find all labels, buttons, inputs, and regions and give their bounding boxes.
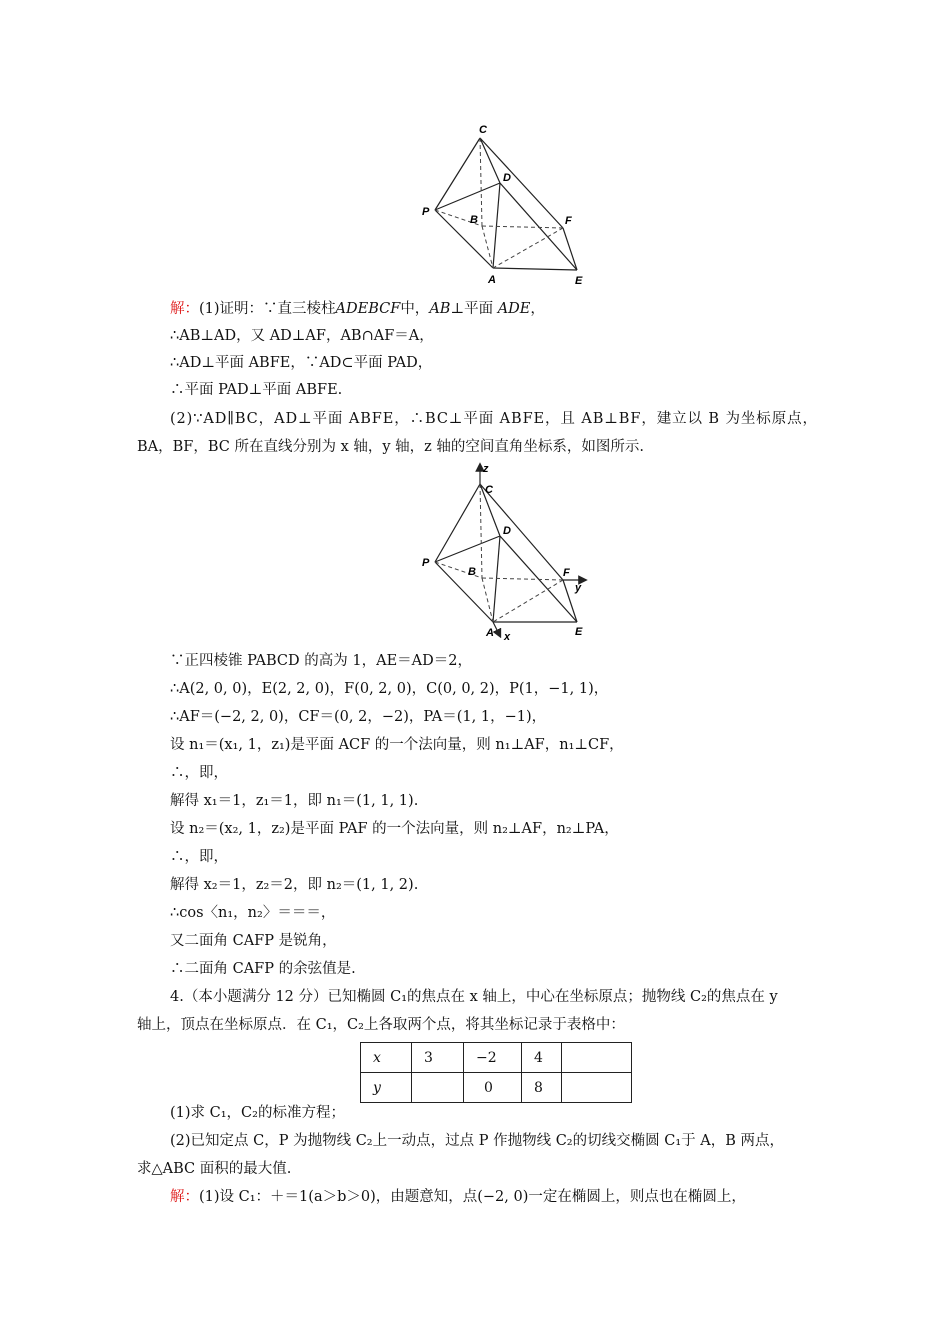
solution-line-11: ∴，即， [170,765,228,781]
label-B: B [468,566,476,578]
solution4-label: 解： [170,1189,199,1205]
solution4-line-1: 解：(1)设 C₁：＋＝1(a＞b＞0)，由题意知，点(−2, 0)一定在椭圆上，则点也在椭圆上， [170,1189,746,1205]
solution-line-8: ∴A(2, 0, 0)，E(2, 2, 0)，F(0, 2, 0)，C(0, 0, 2)，P(1，−1, 1)， [170,681,609,697]
solution-line-5: (2)∵AD∥BC，AD⊥平面 ABFE，∴BC⊥平面 ABFE，且 AB⊥BF，建立以 B 为坐标原点， [170,411,818,427]
label-P: P [422,206,430,218]
figure-prism-1 [415,118,605,293]
solution-line-14: ∴，即， [170,849,228,865]
solution-line-6: BA，BF，BC 所在直线分别为 x 轴，y 轴，z 轴的空间直角坐标系，如图所示. [137,439,645,455]
label-E: E [575,275,583,287]
label-A: A [488,274,496,286]
solution-line-9: ∴AF＝(−2, 2, 0)，CF＝(0, 2，−2)，PA＝(1, 1，−1)， [170,709,547,725]
solution-label: 解： [170,301,199,317]
label-D: D [503,172,511,184]
label-F: F [565,215,572,227]
label-A: A [486,627,494,639]
solution-line-3: ∴AD⊥平面 ABFE，∵AD⊂平面 PAD， [170,355,433,371]
axis-y: y [575,582,582,594]
solution-line-7: ∵正四棱锥 PABCD 的高为 1，AE＝AD＝2， [170,653,472,669]
label-B: B [470,214,478,226]
solution-line-1: 解：(1)证明：∵直三棱柱ADEBCF中，AB⊥平面 ADE， [170,301,545,317]
solution-line-13: 设 n₂＝(x₂, 1，z₂)是平面 PAF 的一个法向量，则 n₂⊥AF，n₂⊥PA， [170,821,619,837]
solution-line-12: 解得 x₁＝1，z₁＝1，即 n₁＝(1, 1, 1). [170,793,419,809]
label-E: E [575,626,583,638]
table-row: x 3 −2 4 [361,1043,632,1073]
label-D: D [503,525,511,537]
label-C: C [479,124,487,136]
solution-line-18: ∴二面角 CAFP 的余弦值是. [170,961,356,977]
solution-line-17: 又二面角 CAFP 是锐角， [170,933,337,949]
problem4-line-2: 轴上，顶点在坐标原点．在 C₁，C₂上各取两个点，将其坐标记录于表格中： [137,1017,625,1033]
solution-line-15: 解得 x₂＝1，z₂＝2，即 n₂＝(1, 1, 2). [170,877,419,893]
problem4-q1: (1)求 C₁，C₂的标准方程； [170,1105,345,1121]
label-P: P [422,557,430,569]
axis-x: x [504,631,511,642]
solution-line-10: 设 n₁＝(x₁, 1，z₁)是平面 ACF 的一个法向量，则 n₁⊥AF，n₁⊥CF， [170,737,624,753]
solution-line-4: ∴平面 PAD⊥平面 ABFE. [170,382,343,398]
label-C: C [485,484,493,496]
problem4-q2a: (2)已知定点 C，P 为抛物线 C₂上一动点，过点 P 作抛物线 C₂的切线交椭圆 C₁于 A，B 两点， [170,1133,784,1149]
figure-prism-2 [415,462,605,642]
table-row: y 0 8 [361,1073,632,1103]
axis-z: z [483,463,489,475]
solution-line-2: ∴AB⊥AD，又 AD⊥AF，AB∩AF＝A， [170,328,434,344]
problem4-q2b: 求△ABC 面积的最大值. [137,1161,292,1177]
coordinate-table [360,1042,632,1103]
label-F: F [563,567,570,579]
problem4-line-1: 4.（本小题满分 12 分）已知椭圆 C₁的焦点在 x 轴上，中心在坐标原点；抛物线 C₂的焦点在 y [170,989,778,1005]
solution-line-16: ∴cos〈n₁，n₂〉＝＝＝， [170,905,336,921]
